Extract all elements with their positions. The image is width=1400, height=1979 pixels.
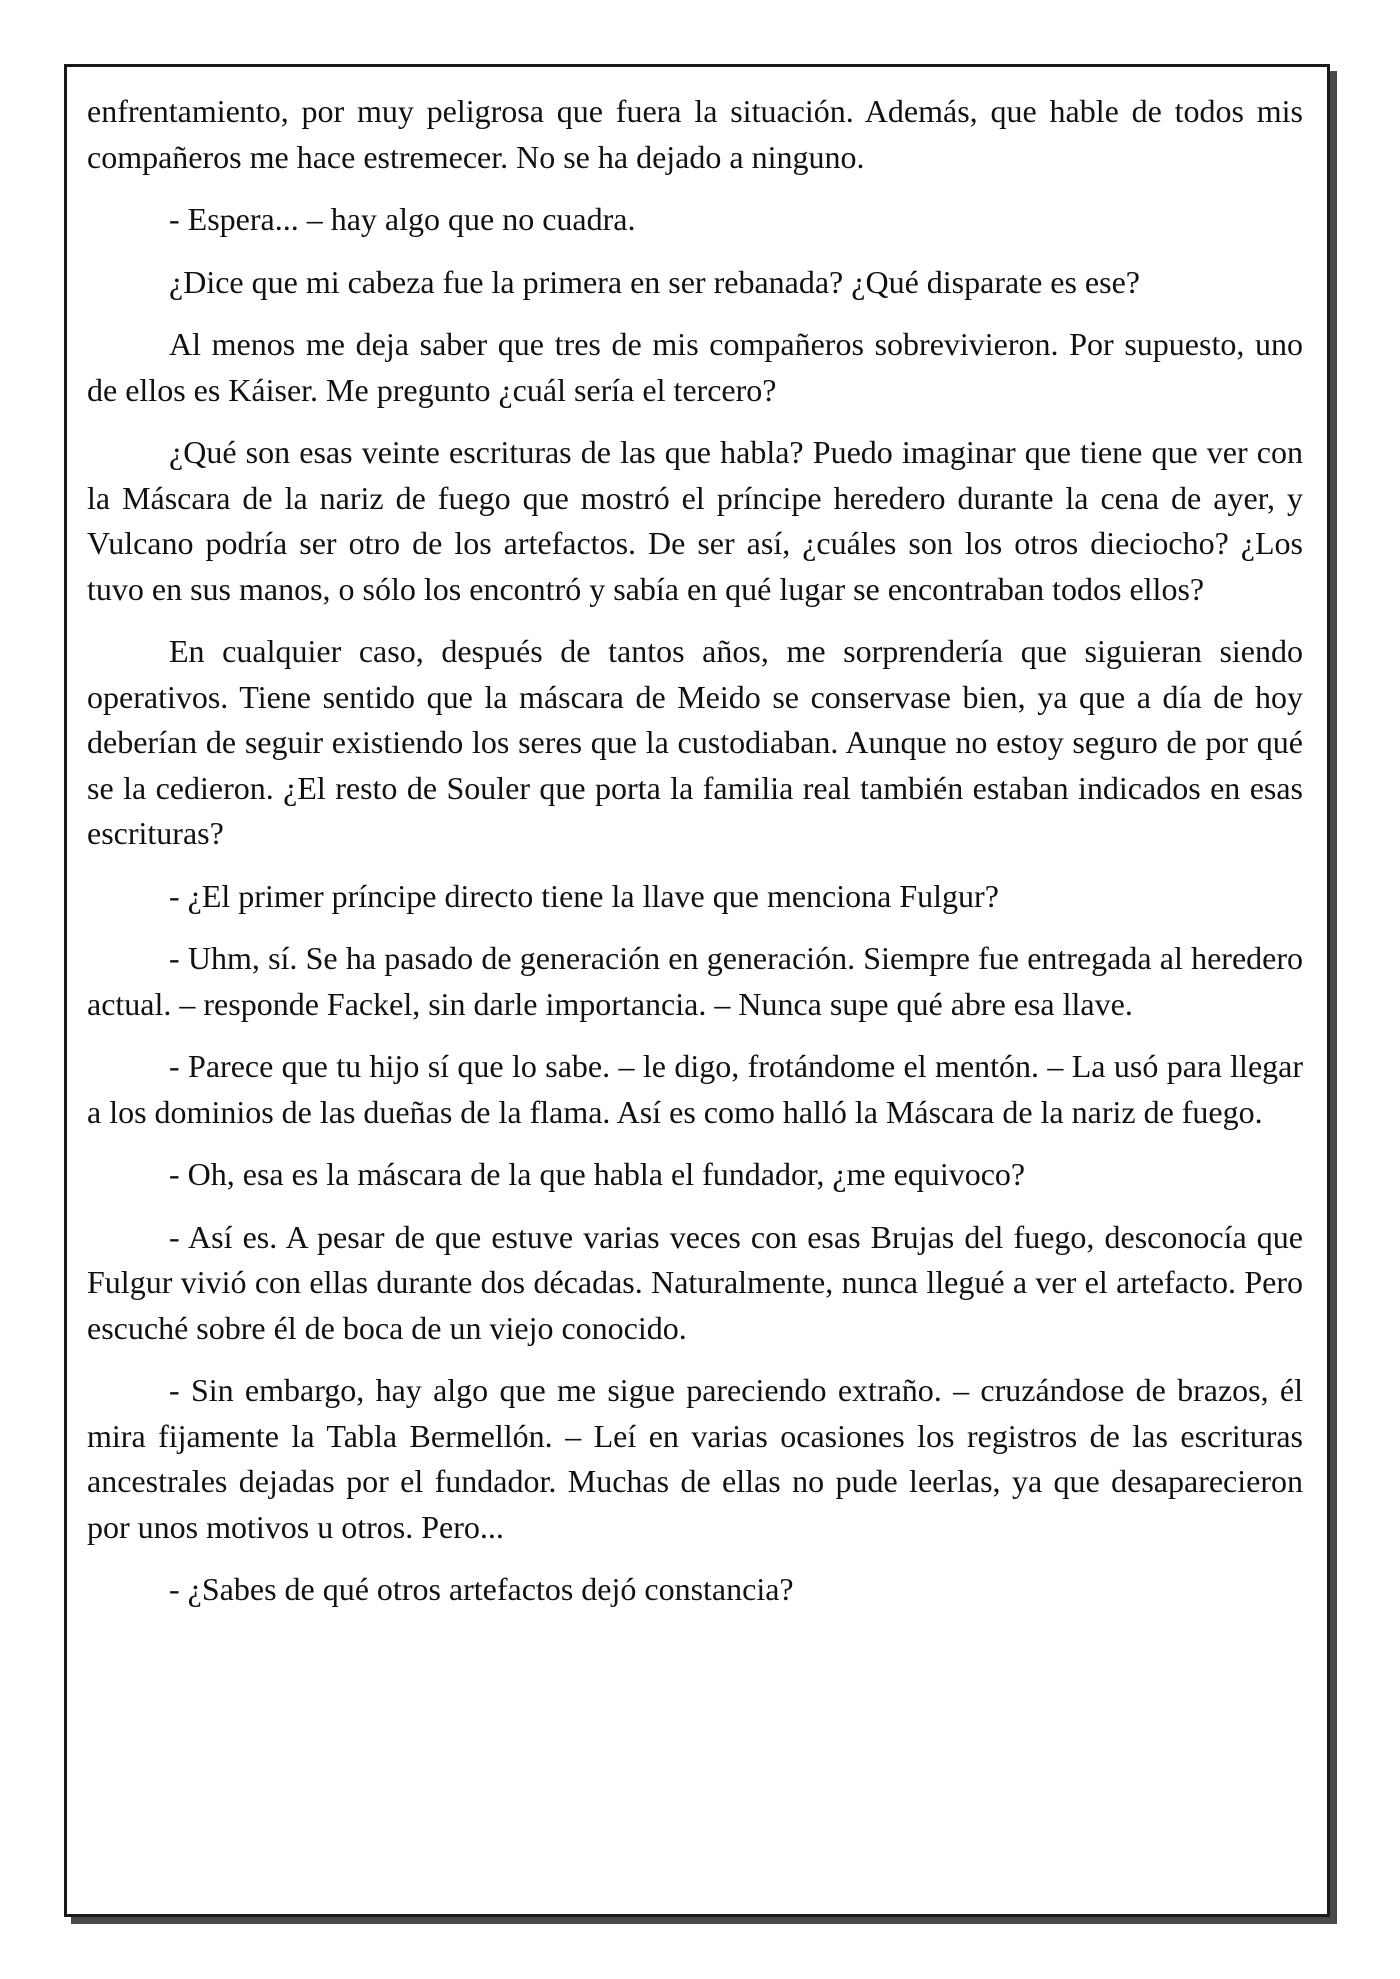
paragraph-9: - Parece que tu hijo sí que lo sabe. – le digo, frotándome el mentón. – La usó para llegar a los dominios de las dueñas de la flama. Así es como halló la Máscara de la nariz de fuego.: [87, 1048, 1303, 1130]
paragraph-7: - ¿El primer príncipe directo tiene la llave que menciona Fulgur?: [169, 877, 999, 914]
paragraph-1: enfrentamiento, por muy peligrosa que fuera la situación. Además, que hable de todos mis compañeros me hace estremecer. No se ha dejado a ninguno.: [87, 93, 1303, 175]
page-frame: [64, 64, 1330, 1917]
paragraph-6: En cualquier caso, después de tantos años, me sorprendería que siguieran siendo operativos. Tiene sentido que la máscara de Meido se conservase bien, ya que a día de hoy deberían de seguir existiendo los seres que la custodiaban. Aunque no estoy seguro de por qué se la cedieron. ¿El resto de Souler que porta la familia real también estaban indicados en esas escrituras?: [87, 633, 1303, 851]
paragraph-11: - Así es. A pesar de que estuve varias veces con esas Brujas del fuego, desconocía que Fulgur vivió con ellas durante dos décadas. Naturalmente, nunca llegué a ver el artefacto. Pero escuché sobre él de boca de un viejo conocido.: [87, 1218, 1303, 1346]
paragraph-3: ¿Dice que mi cabeza fue la primera en ser rebanada? ¿Qué disparate es ese?: [169, 263, 1140, 300]
paragraph-5: ¿Qué son esas veinte escrituras de las que habla? Puedo imaginar que tiene que ver con la Máscara de la nariz de fuego que mostró el príncipe heredero durante la cena de ayer, y Vulcano podría ser otro de los artefactos. De ser así, ¿cuáles son los otros dieciocho? ¿Los tuvo en sus manos, o sólo los encontró y sabía en qué lugar se encontraban todos ellos?: [87, 434, 1303, 607]
paragraph-10: - Oh, esa es la máscara de la que habla el fundador, ¿me equivoco?: [169, 1156, 1026, 1192]
paragraph-8: - Uhm, sí. Se ha pasado de generación en generación. Siempre fue entregada al heredero actual. – responde Fackel, sin darle importancia. – Nunca supe qué abre esa llave.: [87, 940, 1303, 1022]
document-body: [87, 89, 1303, 1630]
paragraph-12: - Sin embargo, hay algo que me sigue pareciendo extraño. – cruzándose de brazos, él mira fijamente la Tabla Bermellón. – Leí en varias ocasiones los registros de las escrituras ancestrales dejadas por el fundador. Muchas de ellas no pude leerlas, ya que desaparecieron por unos motivos u otros. Pero...: [87, 1372, 1303, 1545]
paragraph-4: Al menos me deja saber que tres de mis compañeros sobrevivieron. Por supuesto, uno de ellos es Káiser. Me pregunto ¿cuál sería el tercero?: [87, 326, 1303, 408]
paragraph-2: - Espera... – hay algo que no cuadra.: [169, 201, 636, 237]
paragraph-13: - ¿Sabes de qué otros artefactos dejó constancia?: [169, 1571, 794, 1607]
